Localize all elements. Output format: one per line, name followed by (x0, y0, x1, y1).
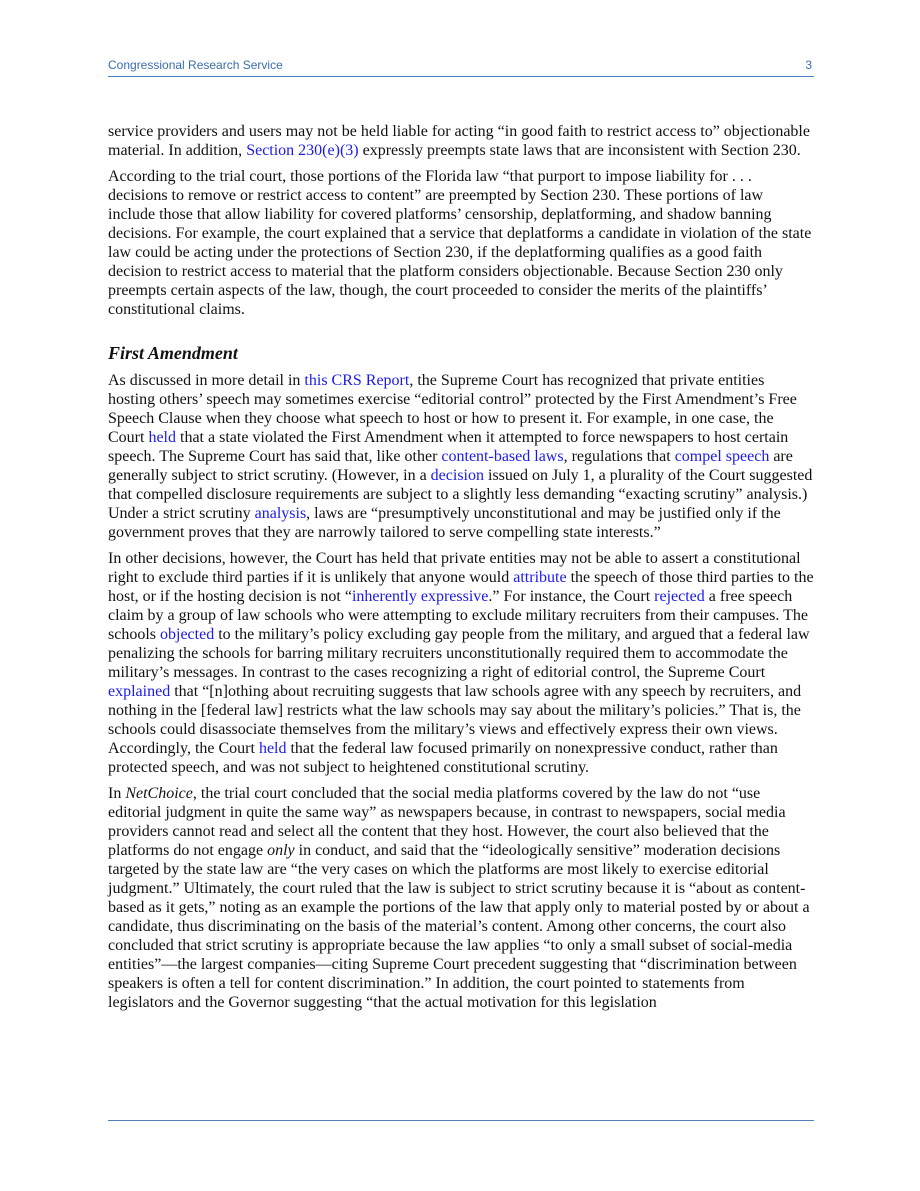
paragraph-exclude-third-parties: In other decisions, however, the Court has held that private entities may not be able to assert a constitutional right to exclude third parties if it is unlikely that anyone would attribute the speech of those third parties to the host, or if the hosting decision is not “inherently expressive.” For instance, the Court rejected a free speech claim by a group of law schools who were attempting to exclude military recruiters from their campuses. The schools objected to the military’s policy excluding gay people from the military, and argued that a federal law penalizing the schools for barring military recruiters unconstitutionally required them to accommodate the military’s messages. In contrast to the cases recognizing a right of editorial control, the Supreme Court explained that “[n]othing about recruiting suggests that law schools agree with any speech by recruiters, and nothing in the [federal law] restricts what the law schools may say about the military’s policies.” That is, the schools could disassociate themselves from the military’s views and effectively express their own views. Accordingly, the Court held that the federal law focused primarily on nonexpressive conduct, rather than protected speech, and was not subject to heightened constitutional scrutiny. (108, 550, 814, 776)
paragraph-section-230-preemption: service providers and users may not be held liable for acting “in good faith to restrict access to” objectionable material. In addition, Section 230(e)(3) expressly preempts state laws that are inconsistent with Section 230. (108, 123, 810, 159)
paragraph-editorial-control: As discussed in more detail in this CRS Report, the Supreme Court has recognized that private entities hosting others’ speech may sometimes exercise “editorial control” protected by the First Amendment’s Free Speech Clause when they choose what speech to host or how to present it. For example, in one case, the Court held that a state violated the First Amendment when it attempted to force newspapers to host certain speech. The Supreme Court has said that, like other content-based laws, regulations that compel speech are generally subject to strict scrutiny. (However, in a decision issued on July 1, a plurality of the Court suggested that compelled disclosure requirements are subject to a slightly less demanding “exacting scrutiny” analysis.) Under a strict scrutiny analysis, laws are “presumptively unconstitutional and may be justified only if the government proves that they are narrowly tailored to serve compelling state interests.” (108, 372, 813, 541)
page-header (108, 58, 814, 77)
link-explained[interactable]: explained (108, 683, 171, 700)
paragraph-trial-court-preemption: According to the trial court, those portions of the Florida law “that purport to impose liability for . . . decisions to remove or restrict access to content” are preempted by Section 230. These portions of law include those that allow liability for covered platforms’ censorship, deplatforming, and shadow banning decisions. For example, the court explained that a service that deplatforms a candidate in violation of the state law could be acting under the protections of Section 230, if the deplatforming qualifies as a good faith decision to restrict access to material that the platform considers objectionable. Because Section 230 only preempts certain aspects of the law, though, the court proceeded to consider the merits of the plaintiffs’ constitutional claims. (108, 168, 812, 318)
emphasis-only: only (267, 842, 295, 859)
link-attribute[interactable]: attribute (513, 569, 567, 586)
link-content-based-laws[interactable]: content-based laws (441, 448, 564, 465)
document-body (108, 122, 814, 1019)
footer-divider (108, 1120, 814, 1121)
section-heading-first-amendment: First Amendment (108, 343, 238, 363)
case-name-netchoice: NetChoice (125, 785, 193, 802)
link-this-crs-report[interactable]: this CRS Report (304, 372, 410, 389)
page-number: 3 (805, 58, 812, 72)
link-objected[interactable]: objected (160, 626, 215, 643)
link-held[interactable]: held (148, 429, 176, 446)
link-section-230-e-3[interactable]: Section 230(e)(3) (246, 142, 359, 159)
link-analysis[interactable]: analysis (254, 505, 307, 522)
link-compel-speech[interactable]: compel speech (674, 448, 770, 465)
link-held-second[interactable]: held (258, 740, 287, 757)
header-organization: Congressional Research Service (108, 58, 283, 72)
link-rejected[interactable]: rejected (654, 588, 705, 605)
link-inherently-expressive[interactable]: inherently expressive (351, 588, 489, 605)
link-decision[interactable]: decision (430, 467, 484, 484)
paragraph-netchoice: In NetChoice, the trial court concluded that the social media platforms covered by the law do not “use editorial judgment in quite the same way” as newspapers because, in contrast to newspapers, social media providers cannot read and select all the content that they host. However, the court also believed that the platforms do not engage only in conduct, and said that the “ideologically sensitive” moderation decisions targeted by the state law are “the very cases on which the platforms are most likely to exercise editorial judgment.” Ultimately, the court ruled that the law is subject to strict scrutiny because it is “about as content-based as it gets,” noting as an example the portions of the law that apply only to material posted by or about a candidate, thus discriminating on the basis of the material’s content. Among other concerns, the court also concluded that strict scrutiny is appropriate because the law applies “to only a small subset of social-media entities”—the largest companies—citing Supreme Court precedent suggesting that “discrimination between speakers is often a tell for content discrimination.” In addition, the court pointed to statements from legislators and the Governor suggesting “that the actual motivation for this legislation (108, 785, 810, 1011)
